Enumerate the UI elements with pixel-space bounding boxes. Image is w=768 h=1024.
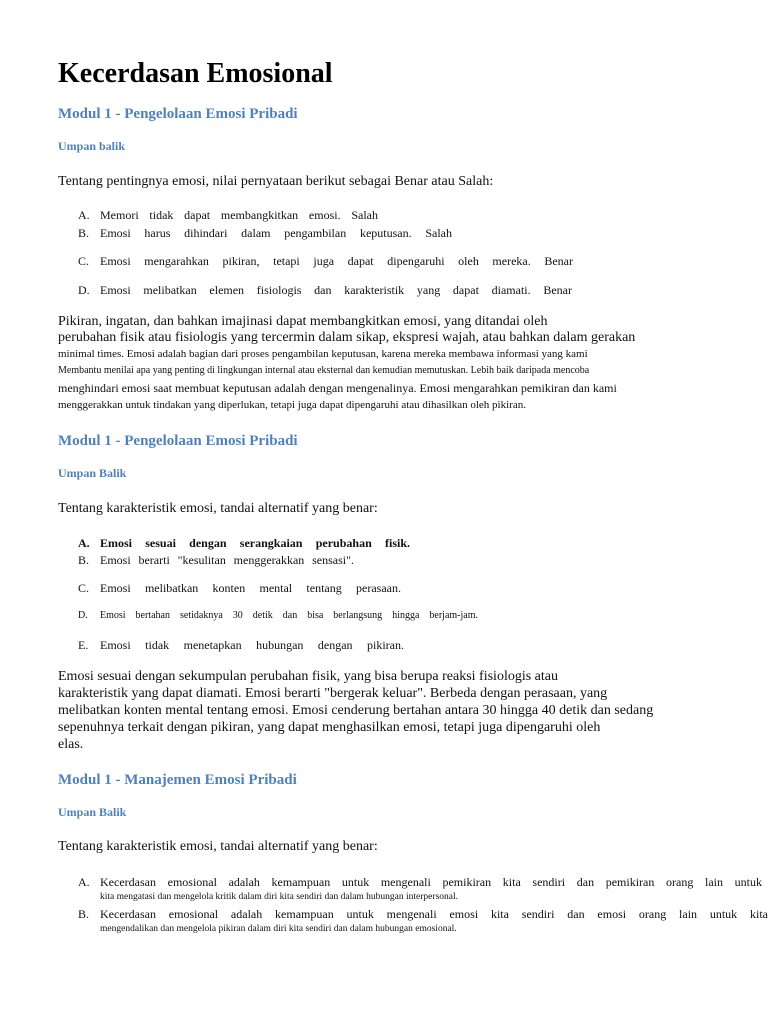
item-text: Emosi bertahan setidaknya 30 detik dan bisa berlangsung hingga berjam-jam.	[100, 610, 478, 621]
section-1-explanation-line: Membantu menilai apa yang penting di lingkungan internal atau eksternal dan kemudian memutuskan. Lebih baik daripada mencoba	[58, 365, 590, 376]
section-3-question: Tentang karakteristik emosi, tandai alternatif yang benar:	[58, 839, 378, 854]
item-text: Emosi melibatkan konten mental tentang perasaan.	[100, 581, 401, 595]
list-item	[78, 638, 404, 653]
item-continuation: mengendalikan dan mengelola pikiran dalam diri kita sendiri dan dalam hubungan emosional.	[100, 924, 457, 934]
item-text: Memori tidak dapat membangkitkan emosi. Salah	[100, 208, 378, 222]
section-1-explanation-line: menghindari emosi saat membuat keputusan adalah dengan mengenalinya. Emosi mengarahkan pemikiran dan kami	[58, 381, 617, 395]
list-item	[78, 875, 762, 890]
item-text: Emosi mengarahkan pikiran, tetapi juga dapat dipengaruhi oleh mereka. Benar	[100, 254, 573, 268]
section-2-explanation-line: Emosi sesuai dengan sekumpulan perubahan fisik, yang bisa berupa reaksi fisiologis atau	[58, 669, 558, 684]
item-text: Emosi tidak menetapkan hubungan dengan pikiran.	[100, 638, 404, 652]
list-item	[78, 226, 452, 241]
section-2-explanation-line: elas.	[58, 737, 84, 752]
section-3-subheading: Umpan Balik	[58, 805, 127, 819]
item-letter: C.	[78, 254, 90, 268]
list-item	[78, 581, 401, 596]
item-text: Emosi melibatkan elemen fisiologis dan karakteristik yang dapat diamati. Benar	[100, 283, 572, 297]
list-item	[78, 907, 768, 922]
section-1-explanation-line: menggerakkan untuk tindakan yang diperlukan, tetapi juga dapat dipengaruhi atau dihasilkan oleh pikiran.	[58, 399, 526, 411]
section-2-explanation-line: karakteristik yang dapat diamati. Emosi berarti "bergerak keluar". Berbeda dengan perasaan, yang	[58, 686, 608, 701]
section-1-explanation-line: Pikiran, ingatan, dan bahkan imajinasi dapat membangkitkan emosi, yang ditandai oleh	[58, 314, 548, 329]
item-letter: D.	[78, 283, 90, 297]
section-3-heading: Modul 1 - Manajemen Emosi Pribadi	[58, 772, 297, 788]
item-text: Emosi sesuai dengan serangkaian perubahan fisik.	[100, 536, 410, 550]
section-2-explanation-line: sepenuhnya terkait dengan pikiran, yang dapat menghasilkan emosi, tetapi juga dipengaruhi oleh	[58, 720, 601, 735]
section-1-explanation-line: minimal times. Emosi adalah bagian dari proses pengambilan keputusan, karena mereka membawa informasi yang kami	[58, 348, 588, 360]
section-2-subheading: Umpan Balik	[58, 466, 127, 480]
item-text: Emosi harus dihindari dalam pengambilan keputusan. Salah	[100, 226, 452, 240]
list-item	[78, 208, 378, 223]
item-letter: D.	[78, 610, 88, 621]
item-text: Kecerdasan emosional adalah kemampuan untuk mengenali pemikiran kita sendiri dan pemikiran orang lain untuk	[100, 875, 762, 889]
list-item	[78, 610, 478, 621]
page-title: Kecerdasan Emosional	[58, 58, 333, 89]
item-letter: B.	[78, 907, 90, 921]
section-1-heading: Modul 1 - Pengelolaan Emosi Pribadi	[58, 106, 298, 122]
item-letter: B.	[78, 553, 90, 567]
item-letter: C.	[78, 581, 90, 595]
section-2-question: Tentang karakteristik emosi, tandai alternatif yang benar:	[58, 501, 378, 516]
list-item	[78, 254, 573, 269]
section-2-explanation-line: melibatkan konten mental tentang emosi. Emosi cenderung bertahan antara 30 hingga 40 detik dan sedang	[58, 703, 654, 718]
list-item	[78, 553, 354, 568]
section-1-question: Tentang pentingnya emosi, nilai pernyataan berikut sebagai Benar atau Salah:	[58, 174, 494, 189]
section-2-heading: Modul 1 - Pengelolaan Emosi Pribadi	[58, 433, 298, 449]
item-letter: A.	[78, 536, 90, 550]
item-letter: A.	[78, 208, 90, 222]
item-text: Emosi berarti "kesulitan menggerakkan sensasi".	[100, 553, 354, 567]
item-continuation: kita mengatasi dan mengelola kritik dalam diri kita sendiri dan dalam hubungan interpersonal.	[100, 892, 458, 902]
section-1-subheading: Umpan balik	[58, 139, 126, 153]
section-1-explanation-line: perubahan fisik atau fisiologis yang tercermin dalam sikap, ekspresi wajah, atau bahkan dalam gerakan	[58, 330, 636, 345]
item-letter: B.	[78, 226, 90, 240]
item-letter: E.	[78, 638, 89, 652]
list-item	[78, 283, 572, 298]
item-letter: A.	[78, 875, 90, 889]
list-item	[78, 536, 410, 551]
item-text: Kecerdasan emosional adalah kemampuan untuk mengenali emosi kita sendiri dan emosi orang lain untuk kita	[100, 907, 768, 921]
